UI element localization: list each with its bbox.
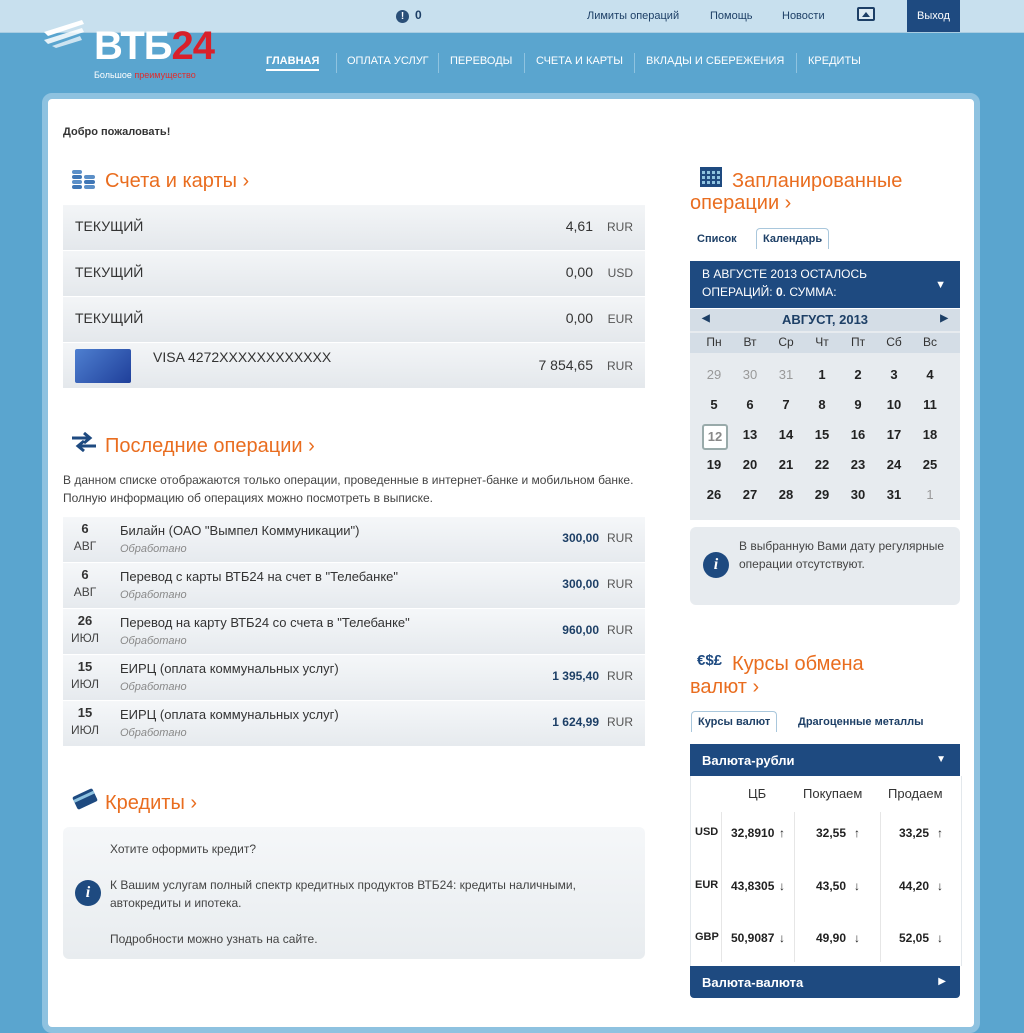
calendar-day[interactable]: 6 [746, 397, 754, 412]
account-name: ТЕКУЩИЙ [75, 310, 144, 326]
chevron-down-icon[interactable]: ▼ [935, 279, 946, 291]
tab-precious-metals[interactable]: Драгоценные металлы [798, 716, 924, 728]
tab-calendar[interactable]: Календарь [756, 228, 829, 249]
calendar-month-bar [690, 309, 960, 331]
accounts-table [63, 205, 645, 389]
nav-accounts[interactable]: СЧЕТА И КАРТЫ [536, 55, 624, 67]
account-currency: EUR [607, 312, 633, 326]
chevron-right-icon: ▶ [938, 976, 946, 987]
calendar-day[interactable]: 15 [814, 427, 830, 442]
nav-separator [524, 53, 525, 73]
next-month-icon[interactable]: ▶ [940, 313, 948, 324]
tab-currency-rates[interactable]: Курсы валют [691, 711, 777, 732]
nav-separator [336, 53, 337, 73]
exchange-arrows-icon [70, 432, 98, 452]
calendar-day[interactable]: 31 [886, 487, 902, 502]
calendar-day[interactable]: 26 [706, 487, 722, 502]
credit-question: Хотите оформить кредит? [110, 842, 256, 856]
operations-list [63, 517, 645, 747]
calendar-day[interactable]: 10 [886, 397, 902, 412]
calendar-day[interactable]: 18 [922, 427, 938, 442]
logout-button[interactable]: Выход [907, 0, 960, 32]
credits-title[interactable]: Кредиты › [105, 792, 198, 814]
credit-info-box [63, 827, 645, 959]
col-header-cb: ЦБ [748, 786, 767, 801]
alert-count: 0 [415, 8, 422, 22]
calendar-day[interactable]: 1 [818, 367, 826, 382]
account-row[interactable] [63, 297, 645, 343]
calendar-day[interactable]: 27 [742, 487, 758, 502]
operations-title[interactable]: Последние операции › [105, 435, 315, 457]
credit-text: К Вашим услугам полный спектр кредитных продуктов ВТБ24: кредиты наличными, автокредиты и ипотека. [110, 878, 576, 910]
account-name: ТЕКУЩИЙ [75, 264, 144, 280]
calendar-day[interactable]: 20 [742, 457, 758, 472]
operation-row[interactable]: 26 ИЮЛ Перевод на карту ВТБ24 со счета в "Телебанке" Обработано 960,00 RUR [63, 609, 645, 655]
currency-currency-header[interactable]: Валюта-валюта ▶ [690, 966, 960, 998]
calendar-day[interactable]: 12 [702, 424, 728, 450]
calendar-day[interactable]: 5 [710, 397, 718, 412]
limits-link[interactable]: Лимиты операций [587, 10, 680, 22]
calendar-day[interactable]: 29 [706, 367, 722, 382]
nav-home[interactable]: ГЛАВНАЯ [266, 55, 319, 71]
calendar-month: АВГУСТ, 2013 [781, 312, 869, 327]
calendar-day[interactable]: 1 [926, 487, 934, 502]
accounts-title[interactable]: Счета и карты › [105, 170, 250, 192]
calendar-day[interactable]: 17 [886, 427, 902, 442]
calendar-day[interactable]: 8 [818, 397, 826, 412]
calendar-day[interactable]: 31 [778, 367, 794, 382]
image-icon[interactable] [857, 7, 875, 21]
account-name: ТЕКУЩИЙ [75, 218, 144, 234]
rate-row: GBP 50,9087 ↓ 49,90 ↓ 52,05 ↓ [695, 931, 943, 945]
account-currency: USD [607, 266, 633, 280]
account-amount: 0,00 [565, 264, 593, 280]
tab-list[interactable]: Список [697, 233, 737, 245]
rate-row: EUR 43,8305 ↓ 43,50 ↓ 44,20 ↓ [695, 879, 943, 893]
card-amount: 7 854,65 [538, 357, 593, 373]
calendar-day[interactable]: 25 [922, 457, 938, 472]
col-header-sell: Продаем [888, 786, 943, 801]
credit-card-icon [70, 786, 100, 810]
info-icon: i [75, 880, 101, 906]
chevron-down-icon: ▼ [936, 754, 946, 765]
logo-text: ВТБ24 [94, 24, 215, 68]
calendar-day[interactable]: 24 [886, 457, 902, 472]
calendar-day[interactable]: 14 [778, 427, 794, 442]
nav-credits[interactable]: КРЕДИТЫ [808, 55, 861, 67]
calendar-day[interactable]: 29 [814, 487, 830, 502]
card-name: VISA 4272XXXXXXXXXXXX [153, 349, 332, 365]
nav-separator [438, 53, 439, 73]
rates-table [690, 776, 962, 966]
calendar-day[interactable]: 28 [778, 487, 794, 502]
operation-row[interactable]: 15 ИЮЛ ЕИРЦ (оплата коммунальных услуг) Обработано 1 624,99 RUR [63, 701, 645, 747]
nav-payments[interactable]: ОПЛАТА УСЛУГ [347, 55, 429, 67]
calendar [690, 309, 960, 520]
calendar-day[interactable]: 23 [850, 457, 866, 472]
logo-slogan: Большое преимущество [94, 70, 196, 80]
currency-icon: €$£ [697, 652, 723, 669]
calendar-day[interactable]: 16 [850, 427, 866, 442]
nav-separator [634, 53, 635, 73]
prev-month-icon[interactable]: ◀ [702, 313, 710, 324]
operations-description: В данном списке отображаются только операции, проведенные в интернет-банке и мобильном банке. Полную информацию об операциях можно посмотреть в выписке. [63, 473, 634, 505]
operation-row[interactable]: 6 АВГ Перевод с карты ВТБ24 на счет в "Телебанке" Обработано 300,00 RUR [63, 563, 645, 609]
card-row[interactable] [63, 343, 645, 389]
rates-title-line2[interactable]: валют › [690, 676, 760, 698]
calendar-day[interactable]: 4 [926, 367, 934, 382]
calendar-day[interactable]: 30 [850, 487, 866, 502]
col-header-buy: Покупаем [803, 786, 863, 801]
account-amount: 4,61 [565, 218, 593, 234]
rates-tabs [690, 711, 960, 737]
account-currency: RUR [607, 220, 633, 234]
card-currency: RUR [607, 359, 633, 373]
account-row[interactable] [63, 251, 645, 297]
calendar-note [690, 527, 960, 605]
operation-row[interactable]: 6 АВГ Билайн (ОАО "Вымпел Коммуникации") Обработано 300,00 RUR [63, 517, 645, 563]
rate-row: USD 32,8910 ↑ 32,55 ↑ 33,25 ↑ [695, 826, 943, 840]
calendar-day[interactable]: 7 [782, 397, 790, 412]
alert-icon: ! [396, 10, 409, 23]
news-link[interactable]: Новости [782, 10, 825, 22]
nav-separator [796, 53, 797, 73]
rates-title-line1[interactable]: Курсы обмена [732, 653, 864, 675]
calendar-day[interactable]: 2 [854, 367, 862, 382]
operation-row[interactable]: 15 ИЮЛ ЕИРЦ (оплата коммунальных услуг) Обработано 1 395,40 RUR [63, 655, 645, 701]
nav-transfers[interactable]: ПЕРЕВОДЫ [450, 55, 513, 67]
calendar-day[interactable]: 11 [923, 397, 937, 412]
calendar-day[interactable]: 3 [890, 367, 898, 382]
calendar-day[interactable]: 19 [706, 457, 722, 472]
help-link[interactable]: Помощь [710, 10, 753, 22]
calendar-note-text: В выбранную Вами дату регулярные операции отсутствуют. [739, 539, 945, 571]
calendar-day[interactable]: 9 [854, 397, 862, 412]
calendar-day[interactable]: 21 [778, 457, 794, 472]
calendar-day[interactable]: 13 [742, 427, 758, 442]
calendar-summary[interactable]: В АВГУСТЕ 2013 ОСТАЛОСЬ ОПЕРАЦИЙ: 0. СУММА: ▼ [690, 261, 960, 308]
welcome-text: Добро пожаловать! [63, 126, 171, 138]
scheduled-title-line2[interactable]: операции › [690, 192, 792, 214]
calendar-day[interactable]: 30 [742, 367, 758, 382]
logo-wing-icon [42, 18, 86, 48]
calendar-icon [699, 166, 723, 188]
nav-deposits[interactable]: ВКЛАДЫ И СБЕРЕЖЕНИЯ [646, 55, 785, 67]
coins-icon [71, 166, 97, 190]
account-row[interactable] [63, 205, 645, 251]
calendar-weekdays: Пн Вт Ср Чт Пт Сб Вс [690, 333, 960, 353]
info-icon: i [703, 552, 729, 578]
card-image [75, 349, 131, 383]
scheduled-title-line1[interactable]: Запланированные [732, 170, 903, 192]
calendar-day[interactable]: 22 [814, 457, 830, 472]
currency-rub-header[interactable]: Валюта-рубли ▼ [690, 744, 960, 776]
alerts-indicator[interactable] [396, 8, 422, 23]
credit-more-text: Подробности можно узнать на сайте. [110, 932, 318, 946]
scheduled-tabs [690, 228, 960, 254]
account-amount: 0,00 [565, 310, 593, 326]
